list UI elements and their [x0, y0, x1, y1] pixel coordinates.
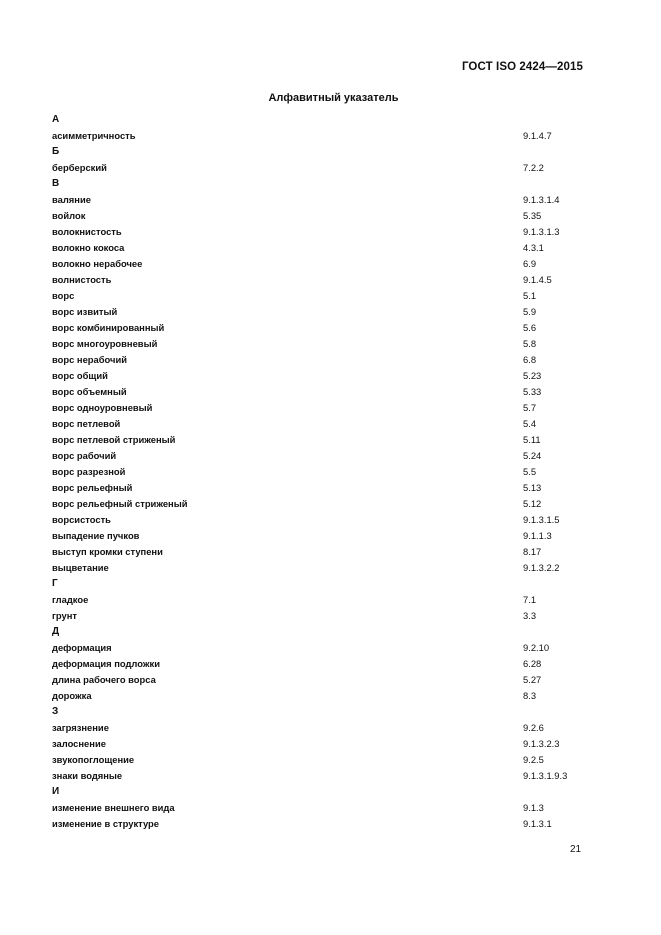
letter-label: З [52, 706, 59, 717]
entry-term: звукопоглощение [52, 754, 135, 765]
letter-label: А [52, 114, 60, 125]
index-entry [52, 736, 592, 752]
index-entry [52, 816, 592, 832]
entry-reference: 9.1.3.1.9.3 [523, 770, 568, 781]
entry-reference: 9.2.6 [523, 722, 544, 733]
entry-reference: 5.27 [523, 674, 542, 685]
index-entry [52, 768, 592, 784]
index-entry [52, 592, 592, 608]
entry-reference: 9.1.3.1.4 [523, 194, 560, 205]
entry-term: ворс объемный [52, 386, 127, 397]
index-entry [52, 480, 592, 496]
index-entry [52, 672, 592, 688]
index-entry [52, 752, 592, 768]
document-code: ГОСТ ISO 2424—2015 [461, 61, 583, 73]
entry-reference: 7.1 [523, 594, 537, 605]
entry-term: ворс рельефный стриженый [52, 498, 188, 509]
alphabetical-index [52, 112, 592, 832]
entry-term: ворс одноуровневый [52, 402, 153, 413]
entry-term: валяние [52, 194, 91, 205]
index-entry [52, 352, 592, 368]
index-entry [52, 448, 592, 464]
entry-term: асимметричность [52, 130, 136, 141]
entry-term: изменение в структуре [52, 818, 159, 829]
entry-term: длина рабочего ворса [52, 674, 156, 685]
entry-term: волокнистость [52, 226, 122, 237]
entry-reference: 8.3 [523, 690, 537, 701]
entry-reference: 7.2.2 [523, 162, 544, 173]
entry-term: ворс [52, 290, 75, 301]
entry-term: волокно кокоса [52, 242, 125, 253]
entry-term: ворсистость [52, 514, 111, 525]
entry-reference: 6.9 [523, 258, 537, 269]
index-entry [52, 656, 592, 672]
entry-term: ворс комбинированный [52, 322, 165, 333]
letter-label: Г [52, 578, 58, 589]
letter-label: Б [52, 146, 60, 157]
entry-reference: 5.8 [523, 338, 537, 349]
index-entry [52, 336, 592, 352]
entry-term: ворс нерабочий [52, 354, 127, 365]
entry-reference: 9.1.3.2.2 [523, 562, 560, 573]
index-entry [52, 272, 592, 288]
index-entry [52, 320, 592, 336]
entry-reference: 9.1.4.7 [523, 130, 552, 141]
entry-term: загрязнение [52, 722, 109, 733]
index-letter-heading [52, 176, 592, 192]
entry-reference: 3.3 [523, 610, 537, 621]
entry-term: выцветание [52, 562, 109, 573]
index-entry [52, 432, 592, 448]
entry-reference: 5.33 [523, 386, 542, 397]
index-entry [52, 496, 592, 512]
entry-reference: 9.1.3.1 [523, 818, 552, 829]
index-entry [52, 240, 592, 256]
index-entry [52, 288, 592, 304]
index-letter-heading [52, 784, 592, 800]
index-entry [52, 800, 592, 816]
letter-label: В [52, 178, 60, 189]
entry-term: ворс рельефный [52, 482, 133, 493]
index-letter-heading [52, 112, 592, 128]
index-entry [52, 640, 592, 656]
index-letter-heading [52, 144, 592, 160]
index-letter-heading [52, 576, 592, 592]
entry-reference: 9.1.1.3 [523, 530, 552, 541]
entry-reference: 4.3.1 [523, 242, 544, 253]
index-letter-heading [52, 704, 592, 720]
entry-reference: 5.1 [523, 290, 537, 301]
index-entry [52, 464, 592, 480]
entry-term: ворс рабочий [52, 450, 117, 461]
index-entry [52, 256, 592, 272]
index-entry [52, 560, 592, 576]
index-entry [52, 192, 592, 208]
entry-reference: 9.1.3.1.3 [523, 226, 560, 237]
entry-term: изменение внешнего вида [52, 802, 175, 813]
entry-reference: 9.1.3.2.3 [523, 738, 560, 749]
entry-reference: 5.9 [523, 306, 537, 317]
index-letter-heading [52, 624, 592, 640]
entry-term: выпадение пучков [52, 530, 140, 541]
index-entry [52, 512, 592, 528]
entry-term: выступ кромки ступени [52, 546, 163, 557]
entry-term: знаки водяные [52, 770, 123, 781]
entry-term: деформация [52, 642, 112, 653]
index-entry [52, 544, 592, 560]
entry-reference: 6.28 [523, 658, 542, 669]
entry-term: берберский [52, 162, 107, 173]
entry-term: ворс петлевой [52, 418, 121, 429]
index-entry [52, 688, 592, 704]
index-entry [52, 528, 592, 544]
index-entry [52, 384, 592, 400]
index-entry [52, 368, 592, 384]
letter-label: И [52, 786, 60, 797]
entry-reference: 5.7 [523, 402, 537, 413]
index-entry [52, 720, 592, 736]
entry-reference: 5.5 [523, 466, 537, 477]
entry-reference: 5.11 [523, 434, 541, 445]
index-entry [52, 608, 592, 624]
entry-term: войлок [52, 210, 86, 221]
entry-reference: 9.1.4.5 [523, 274, 552, 285]
entry-term: залоснение [52, 738, 106, 749]
entry-term: волнистость [52, 274, 112, 285]
entry-term: ворс многоуровневый [52, 338, 158, 349]
entry-reference: 5.13 [523, 482, 542, 493]
entry-reference: 5.35 [523, 210, 542, 221]
index-entry [52, 208, 592, 224]
entry-term: ворс извитый [52, 306, 118, 317]
index-entry [52, 224, 592, 240]
entry-reference: 5.24 [523, 450, 542, 461]
entry-term: ворс общий [52, 370, 108, 381]
entry-reference: 5.23 [523, 370, 542, 381]
entry-term: дорожка [52, 690, 92, 701]
entry-reference: 9.2.5 [523, 754, 544, 765]
entry-reference: 8.17 [523, 546, 542, 557]
entry-term: деформация подложки [52, 658, 160, 669]
entry-term: ворс петлевой стриженый [52, 434, 176, 445]
entry-term: волокно нерабочее [52, 258, 143, 269]
entry-reference: 9.2.10 [523, 642, 550, 653]
letter-label: Д [52, 626, 60, 637]
index-entry [52, 128, 592, 144]
index-entry [52, 416, 592, 432]
entry-term: грунт [52, 610, 77, 621]
entry-term: ворс разрезной [52, 466, 126, 477]
entry-term: гладкое [52, 594, 89, 605]
entry-reference: 9.1.3.1.5 [523, 514, 560, 525]
entry-reference: 6.8 [523, 354, 537, 365]
index-entry [52, 304, 592, 320]
index-entry [52, 160, 592, 176]
index-title: Алфавитный указатель [268, 92, 399, 104]
page-number: 21 [570, 844, 582, 855]
entry-reference: 5.6 [523, 322, 537, 333]
entry-reference: 9.1.3 [523, 802, 544, 813]
index-entry [52, 400, 592, 416]
entry-reference: 5.12 [523, 498, 542, 509]
entry-reference: 5.4 [523, 418, 537, 429]
